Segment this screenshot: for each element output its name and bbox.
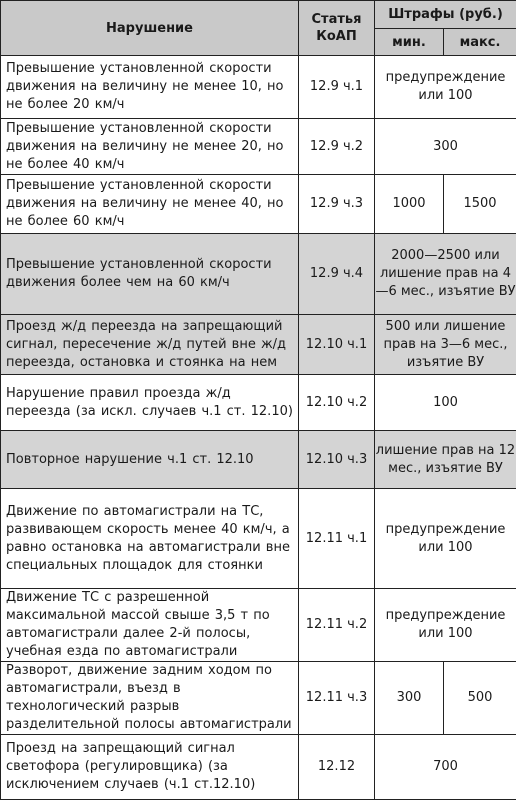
violation-cell: Нарушение правил проезда ж/д переезда (за искл. случаев ч.1 ст. 12.10) — [1, 375, 299, 431]
fine-cell: предупреждение или 100 — [375, 489, 516, 589]
header-violation: Нарушение — [1, 1, 299, 56]
violation-cell: Превышение установленной скорости движения на величину не менее 40, но не более 60 км/ч — [1, 175, 299, 234]
table-row — [1, 735, 516, 800]
violation-cell: Движение по автомагистрали на ТС, развивающем скорость менее 40 км/ч, а равно остановка на автомагистрали вне специальных площадок для стоянки — [1, 489, 299, 589]
article-cell: 12.11 ч.1 — [299, 489, 375, 589]
fine-max-cell: 1500 — [444, 175, 516, 234]
table-row — [1, 375, 516, 431]
fine-cell: 300 — [375, 119, 516, 175]
violation-cell: Движение ТС с разрешенной максимальной массой свыше 3,5 т по автомагистрали далее 2-й полосы, учебная езда по автомагистрали — [1, 589, 299, 662]
table-row — [1, 315, 516, 375]
violation-cell: Проезд на запрещающий сигнал светофора (регулировщика) (за исключением случаев (ч.1 ст.12.10) — [1, 735, 299, 800]
article-cell: 12.9 ч.3 — [299, 175, 375, 234]
article-cell: 12.9 ч.2 — [299, 119, 375, 175]
header-fine-max: макс. — [444, 29, 516, 56]
article-cell: 12.10 ч.1 — [299, 315, 375, 375]
table-row — [1, 234, 516, 315]
header-fines: Штрафы (руб.) — [375, 1, 516, 29]
fine-cell: 100 — [375, 375, 516, 431]
article-cell: 12.10 ч.2 — [299, 375, 375, 431]
fine-max-cell: 500 — [444, 662, 516, 735]
table-row — [1, 119, 516, 175]
violation-cell: Разворот, движение задним ходом по автомагистрали, въезд в технологический разрыв разделительной полосы автомагистрали — [1, 662, 299, 735]
table-row — [1, 662, 516, 735]
table-row — [1, 589, 516, 662]
article-cell: 12.11 ч.2 — [299, 589, 375, 662]
table-row — [1, 175, 516, 234]
table-row — [1, 56, 516, 119]
fine-cell: предупреждение или 100 — [375, 589, 516, 662]
article-cell: 12.11 ч.3 — [299, 662, 375, 735]
fine-min-cell: 1000 — [375, 175, 444, 234]
violation-cell: Превышение установленной скорости движения на величину не менее 10, но не более 20 км/ч — [1, 56, 299, 119]
fine-cell: предупреждение или 100 — [375, 56, 516, 119]
article-cell: 12.12 — [299, 735, 375, 800]
table-row — [1, 431, 516, 489]
header-article: Статья КоАП — [299, 1, 375, 56]
violation-cell: Превышение установленной скорости движения более чем на 60 км/ч — [1, 234, 299, 315]
table-row — [1, 489, 516, 589]
fine-cell: 700 — [375, 735, 516, 800]
article-cell: 12.9 ч.1 — [299, 56, 375, 119]
violation-cell: Превышение установленной скорости движения на величину не менее 20, но не более 40 км/ч — [1, 119, 299, 175]
article-cell: 12.10 ч.3 — [299, 431, 375, 489]
header-fine-min: мин. — [375, 29, 444, 56]
fine-cell: 500 или лишение прав на 3—6 мес., изъятие ВУ — [375, 315, 516, 375]
article-cell: 12.9 ч.4 — [299, 234, 375, 315]
fine-min-cell: 300 — [375, 662, 444, 735]
violation-cell: Проезд ж/д переезда на запрещающий сигнал, пересечение ж/д путей вне ж/д переезда, остановка и стоянка на нем — [1, 315, 299, 375]
fine-cell: лишение прав на 12 мес., изъятие ВУ — [375, 431, 516, 489]
violation-cell: Повторное нарушение ч.1 ст. 12.10 — [1, 431, 299, 489]
fine-cell: 2000—2500 или лишение прав на 4—6 мес., изъятие ВУ — [375, 234, 516, 315]
